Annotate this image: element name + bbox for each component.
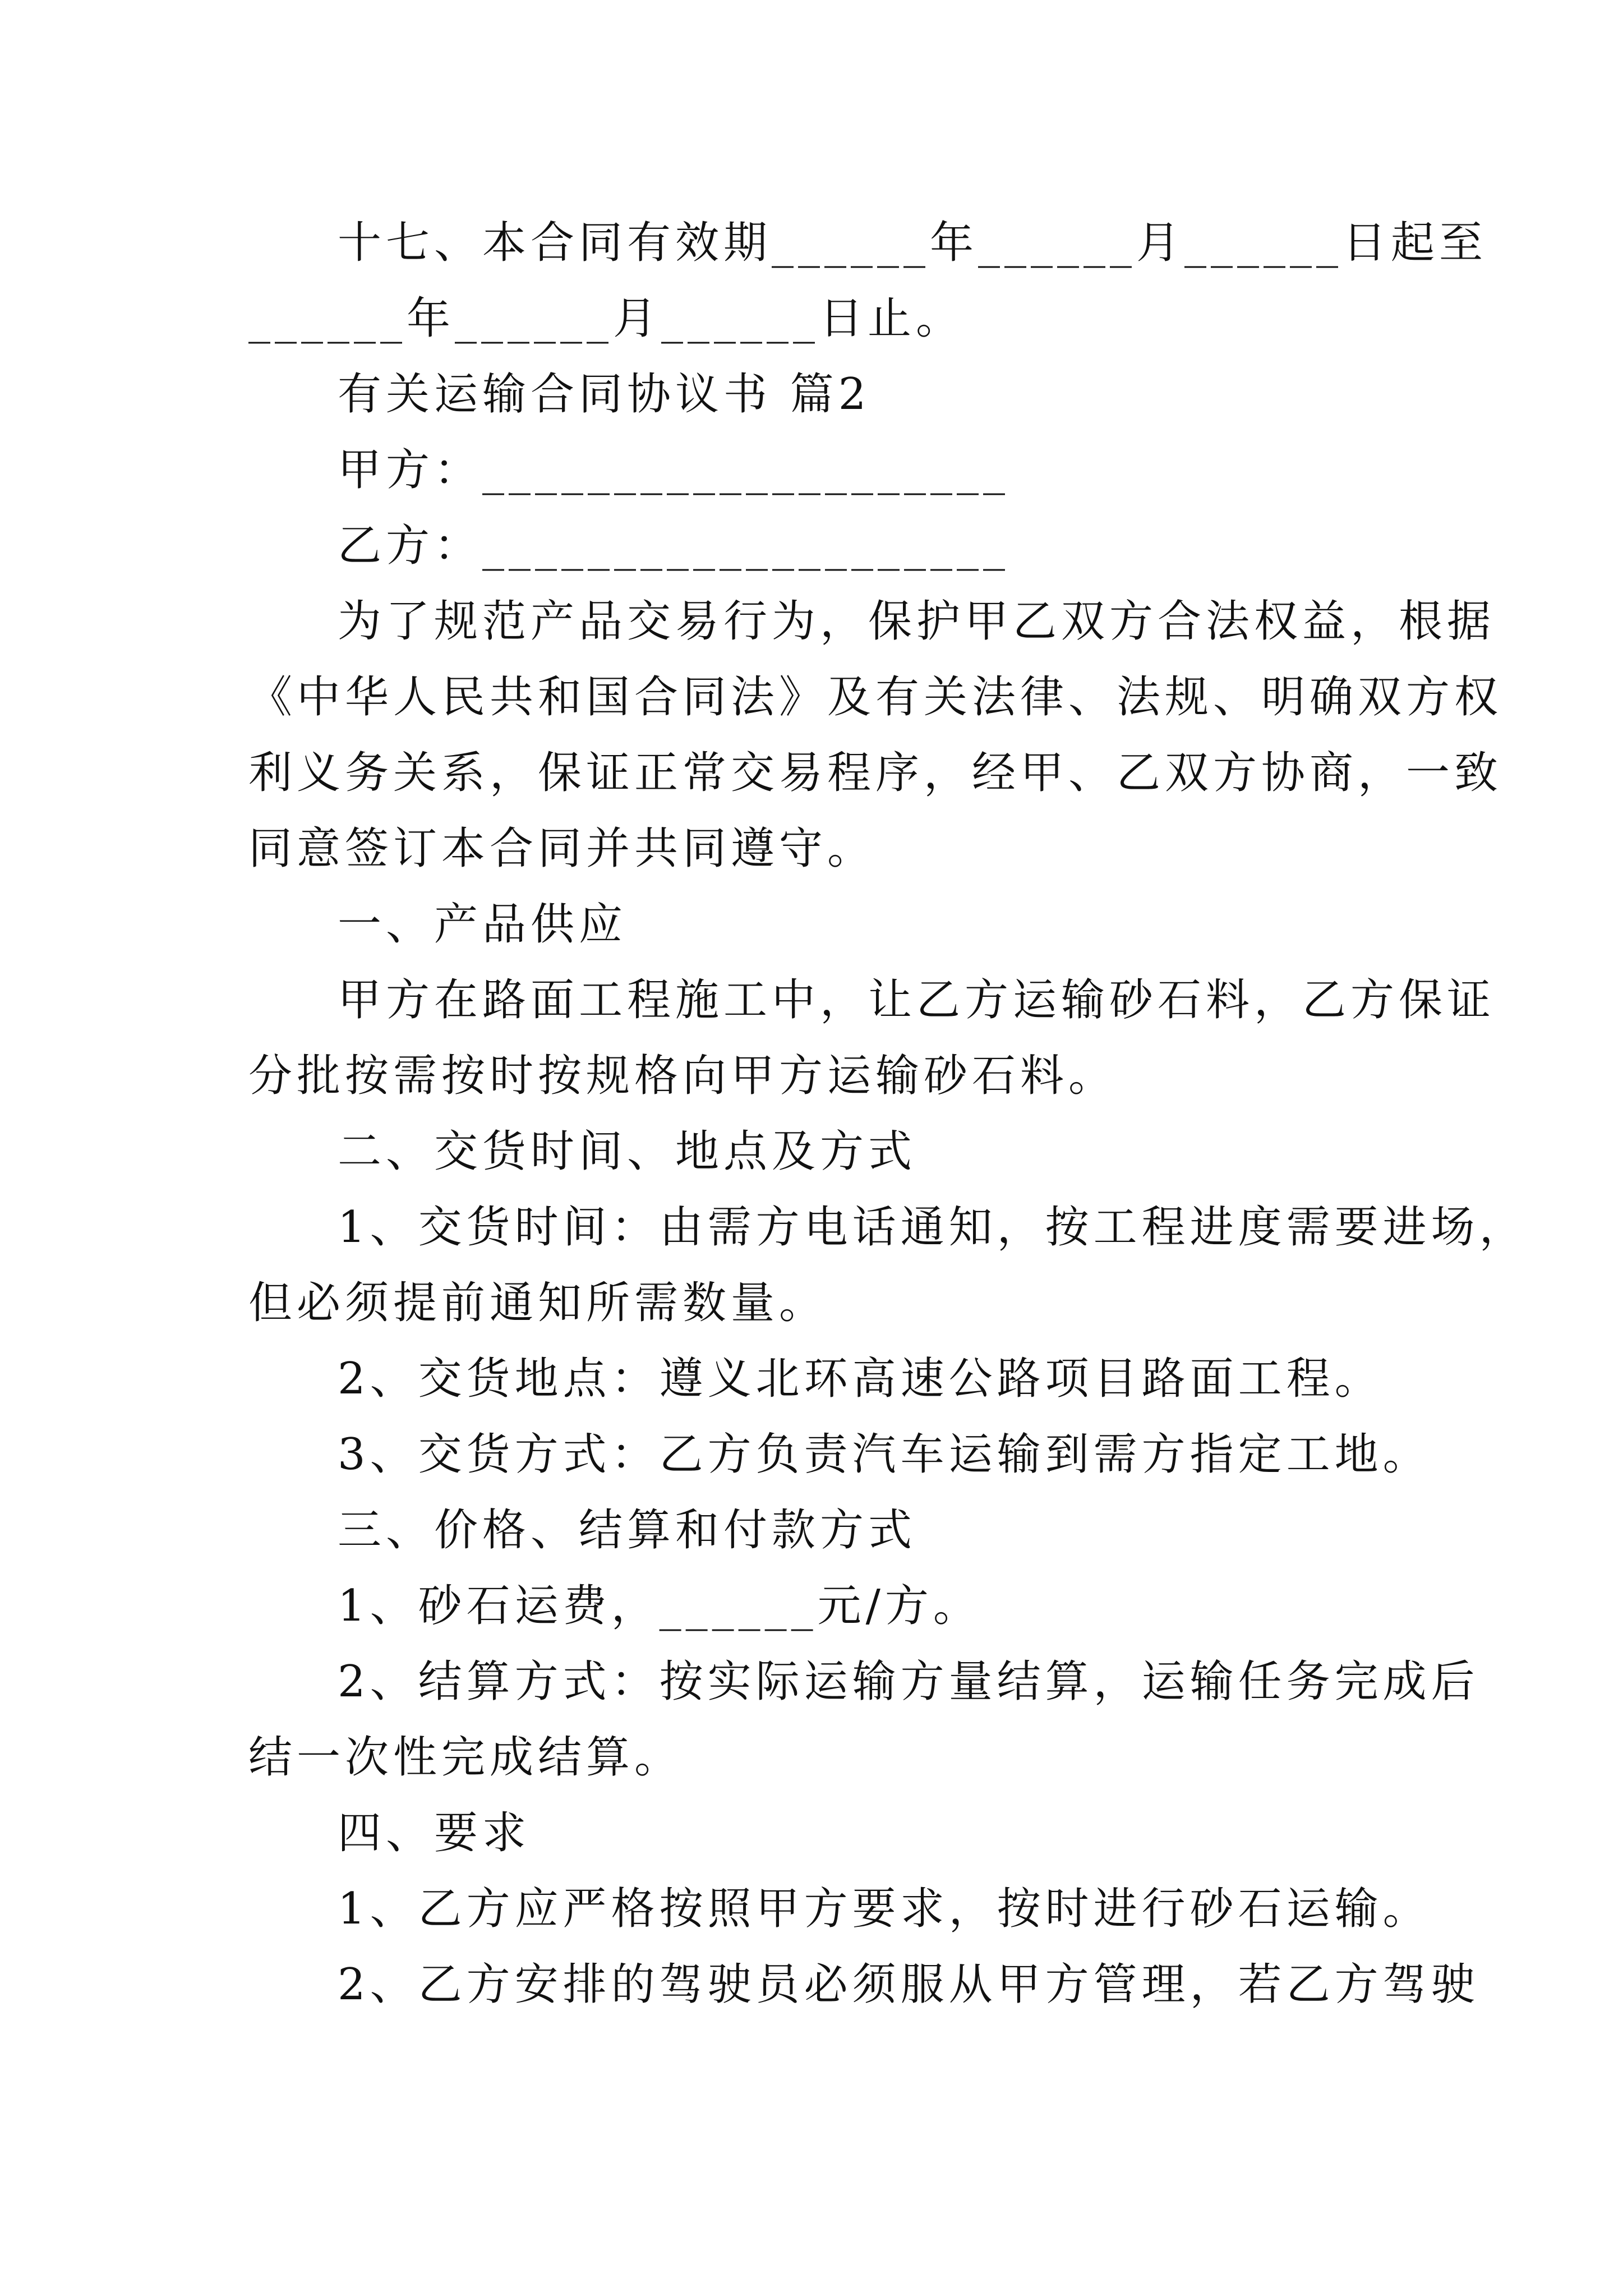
clause-17-line-2: ______年______月______日止。 <box>248 293 965 344</box>
heading-price-settlement: 三、价格、结算和付款方式 <box>338 1505 917 1556</box>
preamble-line-1: 为了规范产品交易行为，保护甲乙双方合法权益，根据 <box>338 596 1496 647</box>
preamble-line-4: 同意签订本合同并共同遵守。 <box>248 823 876 874</box>
party-b-field: 乙方：____________________ <box>338 521 1010 571</box>
clause-17-line-1: 十七、本合同有效期______年______月______日起至 <box>338 218 1488 268</box>
preamble-line-2: 《中华人民共和国合同法》及有关法律、法规、明确双方权 <box>248 672 1503 723</box>
requirement-1: 1、乙方应严格按照甲方要求，按时进行砂石运输。 <box>338 1884 1431 1934</box>
delivery-method: 3、交货方式：乙方负责汽车运输到需方指定工地。 <box>338 1429 1431 1480</box>
delivery-time-line-1: 1、交货时间：由需方电话通知，按工程进度需要进场， <box>338 1202 1528 1253</box>
settlement-line-1: 2、结算方式：按实际运输方量结算，运输任务完成后 <box>338 1657 1479 1707</box>
heading-requirements: 四、要求 <box>338 1808 531 1858</box>
heading-delivery: 二、交货时间、地点及方式 <box>338 1126 917 1177</box>
supply-line-1: 甲方在路面工程施工中，让乙方运输砂石料，乙方保证 <box>338 975 1496 1025</box>
supply-line-2: 分批按需按时按规格向甲方运输砂石料。 <box>248 1051 1117 1101</box>
settlement-line-2: 结一次性完成结算。 <box>248 1732 683 1783</box>
party-a-field: 甲方：____________________ <box>338 445 1010 495</box>
freight-price: 1、砂石运费，______元/方。 <box>338 1581 981 1631</box>
preamble-line-3: 利义务关系，保证正常交易程序，经甲、乙双方协商，一致 <box>248 748 1503 798</box>
section-title: 有关运输合同协议书 篇2 <box>338 369 871 420</box>
heading-product-supply: 一、产品供应 <box>338 899 628 950</box>
delivery-time-line-2: 但必须提前通知所需数量。 <box>248 1278 828 1328</box>
requirement-2: 2、乙方安排的驾驶员必须服从甲方管理，若乙方驾驶 <box>338 1959 1479 2010</box>
delivery-place: 2、交货地点：遵义北环高速公路项目路面工程。 <box>338 1354 1383 1404</box>
